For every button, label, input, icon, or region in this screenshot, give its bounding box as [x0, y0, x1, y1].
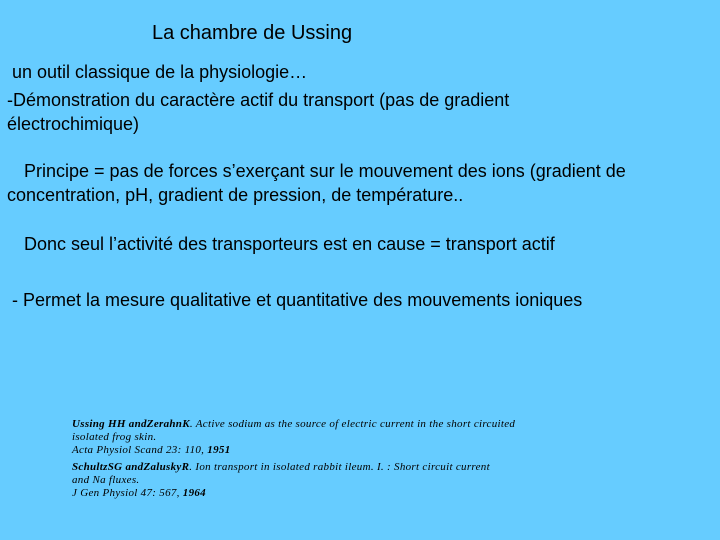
reference-title: . Ion transport in isolated rabbit ileum. I. : Short circuit current [189, 461, 490, 473]
bullet-measurement-text: - Permet la mesure qualitative et quantitative des mouvements ioniques [12, 290, 583, 310]
bullet-demonstration-line1: -Démonstration du caractère actif du transport (pas de gradient [7, 90, 510, 110]
slide-title: La chambre de Ussing [152, 22, 353, 44]
bullet-tool [12, 60, 307, 84]
references [72, 418, 515, 504]
reference-authors: Ussing HH andZerahnK [72, 418, 190, 430]
reference-title: . Active sodium as the source of electric current in the short circuited [189, 418, 516, 430]
reference-title-cont: and Na fluxes. [72, 474, 140, 486]
reference-journal: J Gen Physiol 47: 567, [72, 487, 180, 499]
bullet-active-transport-text: Donc seul l’activité des transporteurs est en cause = transport actif [24, 234, 555, 254]
reference-schultz [72, 461, 515, 500]
reference-year: 1951 [207, 444, 231, 456]
bullet-demonstration [7, 88, 509, 136]
reference-year: 1964 [182, 487, 206, 499]
reference-journal: Acta Physiol Scand 23: 110, [72, 444, 205, 456]
reference-title-cont: isolated frog skin. [72, 431, 157, 443]
bullet-tool-text: un outil classique de la physiologie… [12, 62, 308, 82]
reference-ussing [72, 418, 515, 457]
reference-authors: SchultzSG andZaluskyR [72, 461, 190, 473]
bullet-principle-line1: Principe = pas de forces s’exerçant sur le mouvement des ions (gradient de [24, 161, 626, 181]
bullet-principle [7, 159, 626, 207]
bullet-principle-line2: concentration, pH, gradient de pression, de température.. [7, 185, 464, 205]
bullet-active-transport [24, 232, 555, 256]
bullet-demonstration-line2: électrochimique) [7, 114, 140, 134]
bullet-measurement [12, 288, 582, 312]
